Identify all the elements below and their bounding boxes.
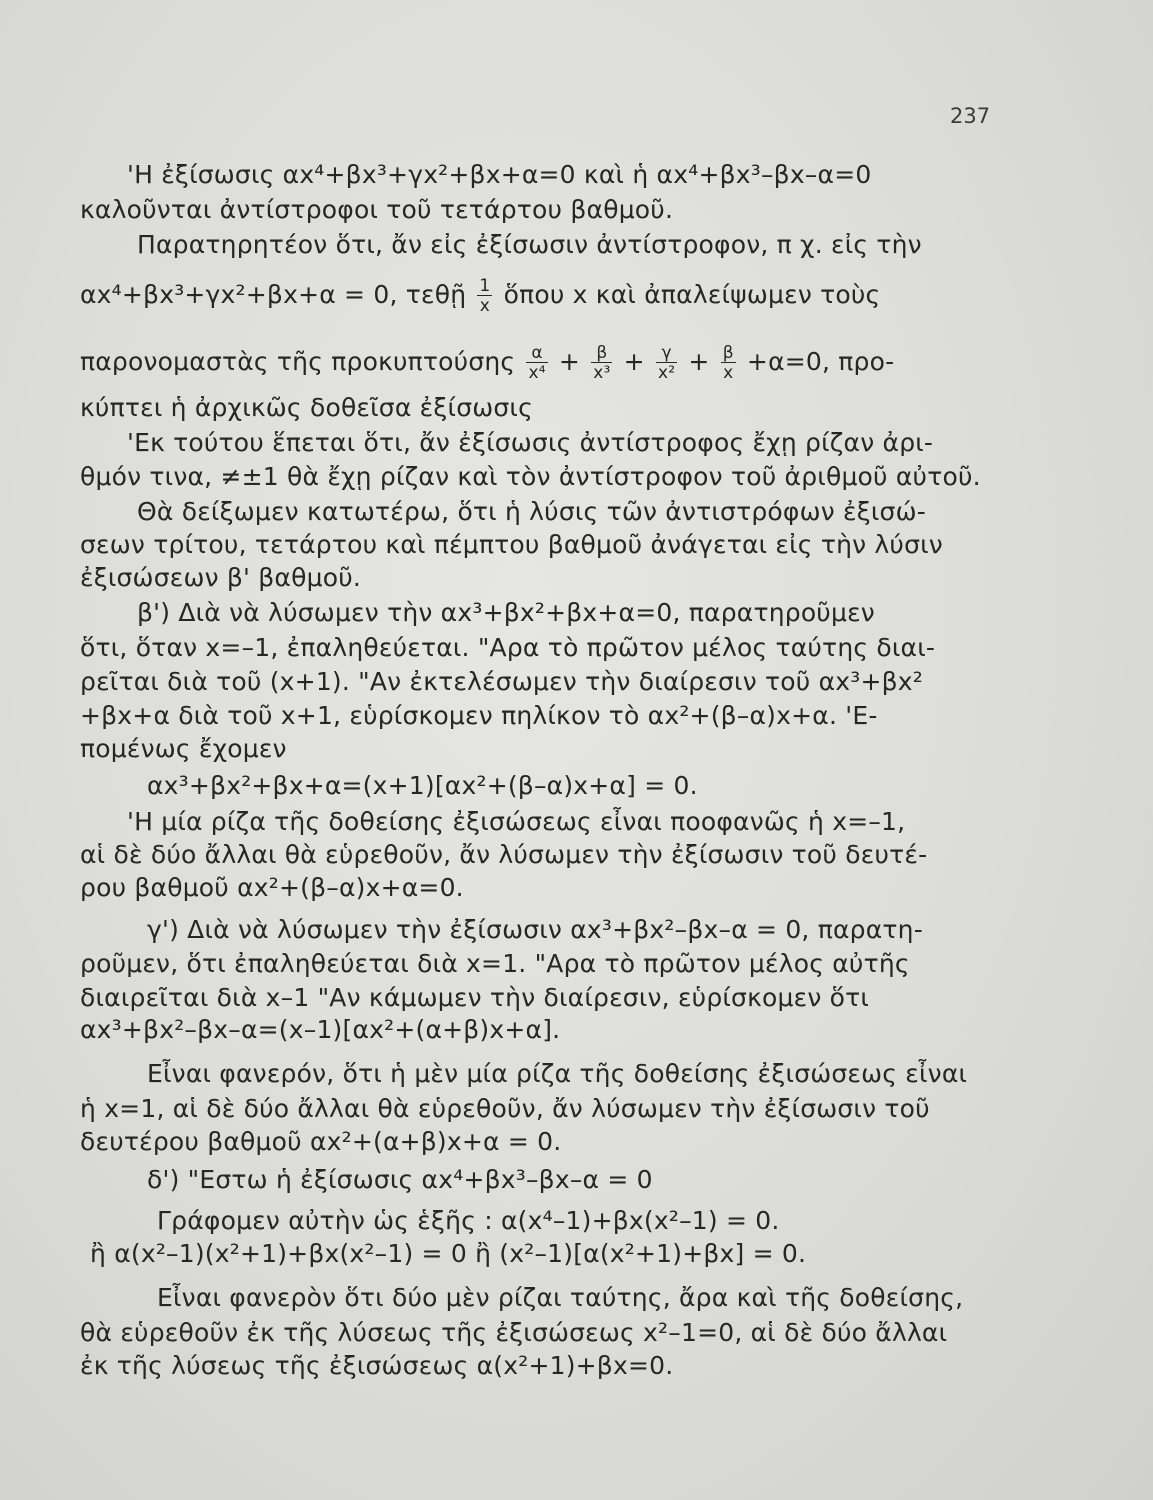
fraction-beta-over-x [721, 344, 736, 382]
text-line: ὅτι, ὅταν x=–1, ἐπαληθεύεται. "Αρα τὸ πρῶτον μέλος ταύτης διαι- [80, 633, 936, 662]
equation-line: αx³+βx²+βx+α=(x+1)[αx²+(β–α)x+α] = 0. [147, 771, 698, 800]
fraction-one-over-x [477, 277, 492, 315]
fraction-denominator: x [477, 295, 492, 315]
fraction-denominator: x⁴ [528, 363, 546, 383]
fraction-numerator: β [596, 343, 608, 363]
fraction-denominator: x [721, 362, 736, 382]
text-line: θὰ εὑρεθοῦν ἐκ τῆς λύσεως τῆς ἐξισώσεως x²–1=0, αἱ δὲ δύο ἄλλαι [80, 1318, 948, 1347]
text-line: Εἶναι φανερὸν ὅτι δύο μὲν ρίζαι ταύτης, ἄρα καὶ τῆς δοθείσης, [157, 1283, 964, 1312]
fraction-numerator: γ [661, 343, 672, 363]
equation-text: αx⁴+βx³+γx²+βx+α = 0, τεθῇ [80, 280, 467, 309]
fraction-numerator: 1 [479, 276, 491, 296]
equation-text: +α=0, προ- [746, 347, 895, 376]
fraction-denominator: x² [657, 363, 676, 383]
text-line: γ') Διὰ νὰ λύσωμεν τὴν ἐξίσωσιν αx³+βx²–βx–α = 0, παρατη- [147, 915, 923, 944]
plus-sign: + [623, 347, 645, 376]
equation-line-with-fraction [80, 277, 880, 315]
plus-sign: + [688, 347, 710, 376]
equation-line-with-fractions [80, 344, 894, 382]
text-line: Παρατηρητέον ὅτι, ἄν εἰς ἐξίσωσιν ἀντίστροφον, π χ. εἰς τὴν [137, 230, 922, 259]
text-line: ρου βαθμοῦ αx²+(β–α)x+α=0. [80, 873, 464, 902]
text-line: αἱ δὲ δύο ἄλλαι θὰ εὑρεθοῦν, ἄν λύσωμεν τὴν ἐξίσωσιν τοῦ δευτέ- [80, 840, 928, 869]
text-line: κύπτει ἡ ἀρχικῶς δοθεῖσα ἐξίσωσις [80, 393, 533, 422]
text-line: 'Η ἐξίσωσις αx⁴+βx³+γx²+βx+α=0 καὶ ἡ αx⁴+βx³–βx–α=0 [127, 160, 872, 189]
text-line: σεων τρίτου, τετάρτου καὶ πέμπτου βαθμοῦ ἀνάγεται εἰς τὴν λύσιν [80, 530, 943, 559]
plus-sign: + [558, 347, 581, 376]
text-line: διαιρεῖται διὰ x–1 "Αν κάμωμεν τὴν διαίρεσιν, εὑρίσκομεν ὅτι [80, 983, 870, 1012]
fraction-denominator: x³ [593, 363, 611, 383]
equation-line: αx³+βx²–βx–α=(x–1)[αx²+(α+β)x+α]. [80, 1015, 561, 1044]
text-line: ρεῖται διὰ τοῦ (x+1). "Αν ἐκτελέσωμεν τὴν διαίρεσιν τοῦ αx³+βx² [80, 667, 923, 696]
fraction-beta-over-x3 [591, 344, 612, 382]
text-line: πομένως ἔχομεν [80, 734, 287, 763]
text-line: +βx+α διὰ τοῦ x+1, εὑρίσκομεν πηλίκον τὸ αx²+(β–α)x+α. 'Ε- [80, 701, 878, 730]
text-line: β') Διὰ νὰ λύσωμεν τὴν αx³+βx²+βx+α=0, παρατηροῦμεν [137, 598, 875, 627]
page-number: 237 [950, 104, 991, 128]
fraction-numerator: α [531, 343, 543, 363]
text-line: δευτέρου βαθμοῦ αx²+(α+β)x+α = 0. [80, 1127, 562, 1156]
equation-line: ἢ α(x²–1)(x²+1)+βx(x²–1) = 0 ἢ (x²–1)[α(x²+1)+βx] = 0. [90, 1239, 807, 1268]
text-line: Θὰ δείξωμεν κατωτέρω, ὅτι ἡ λύσις τῶν ἀντιστρόφων ἐξισώ- [137, 497, 926, 526]
fraction-gamma-over-x2 [656, 344, 677, 382]
text-line: καλοῦνται ἀντίστροφοι τοῦ τετάρτου βαθμοῦ. [80, 195, 674, 224]
equation-text: παρονομαστὰς τῆς προκυπτούσης [80, 347, 516, 376]
text-line: δ') "Εστω ἡ ἐξίσωσις αx⁴+βx³–βx–α = 0 [147, 1165, 653, 1194]
fraction-numerator: β [722, 343, 734, 363]
text-line: 'Η μία ρίζα τῆς δοθείσης ἐξισώσεως εἶναι ποοφανῶς ἡ x=–1, [127, 807, 906, 836]
equation-text: ὅπου x καὶ ἀπαλείψωμεν τοὺς [503, 280, 881, 309]
text-line: ροῦμεν, ὅτι ἐπαληθεύεται διὰ x=1. "Αρα τὸ πρῶτον μέλος αὐτῆς [80, 949, 910, 978]
text-line: ἡ x=1, αἱ δὲ δύο ἄλλαι θὰ εὑρεθοῦν, ἄν λύσωμεν τὴν ἐξίσωσιν τοῦ [80, 1094, 930, 1123]
text-line: ἐξισώσεων β' βαθμοῦ. [80, 563, 362, 592]
text-line: θμόν τινα, ≠±1 θὰ ἔχῃ ρίζαν καὶ τὸν ἀντίστροφον τοῦ ἀριθμοῦ αὐτοῦ. [80, 462, 981, 491]
fraction-alpha-over-x4 [526, 344, 547, 382]
text-line: Εἶναι φανερόν, ὅτι ἡ μὲν μία ρίζα τῆς δοθείσης ἐξισώσεως εἶναι [147, 1059, 968, 1088]
text-line: ἐκ τῆς λύσεως τῆς ἐξισώσεως α(x²+1)+βx=0. [80, 1351, 674, 1380]
text-line: 'Εκ τούτου ἕπεται ὅτι, ἄν ἐξίσωσις ἀντίστροφος ἔχῃ ρίζαν ἀρι- [127, 428, 934, 457]
equation-line: Γράφομεν αὐτὴν ὡς ἑξῆς : α(x⁴–1)+βx(x²–1) = 0. [157, 1206, 780, 1235]
